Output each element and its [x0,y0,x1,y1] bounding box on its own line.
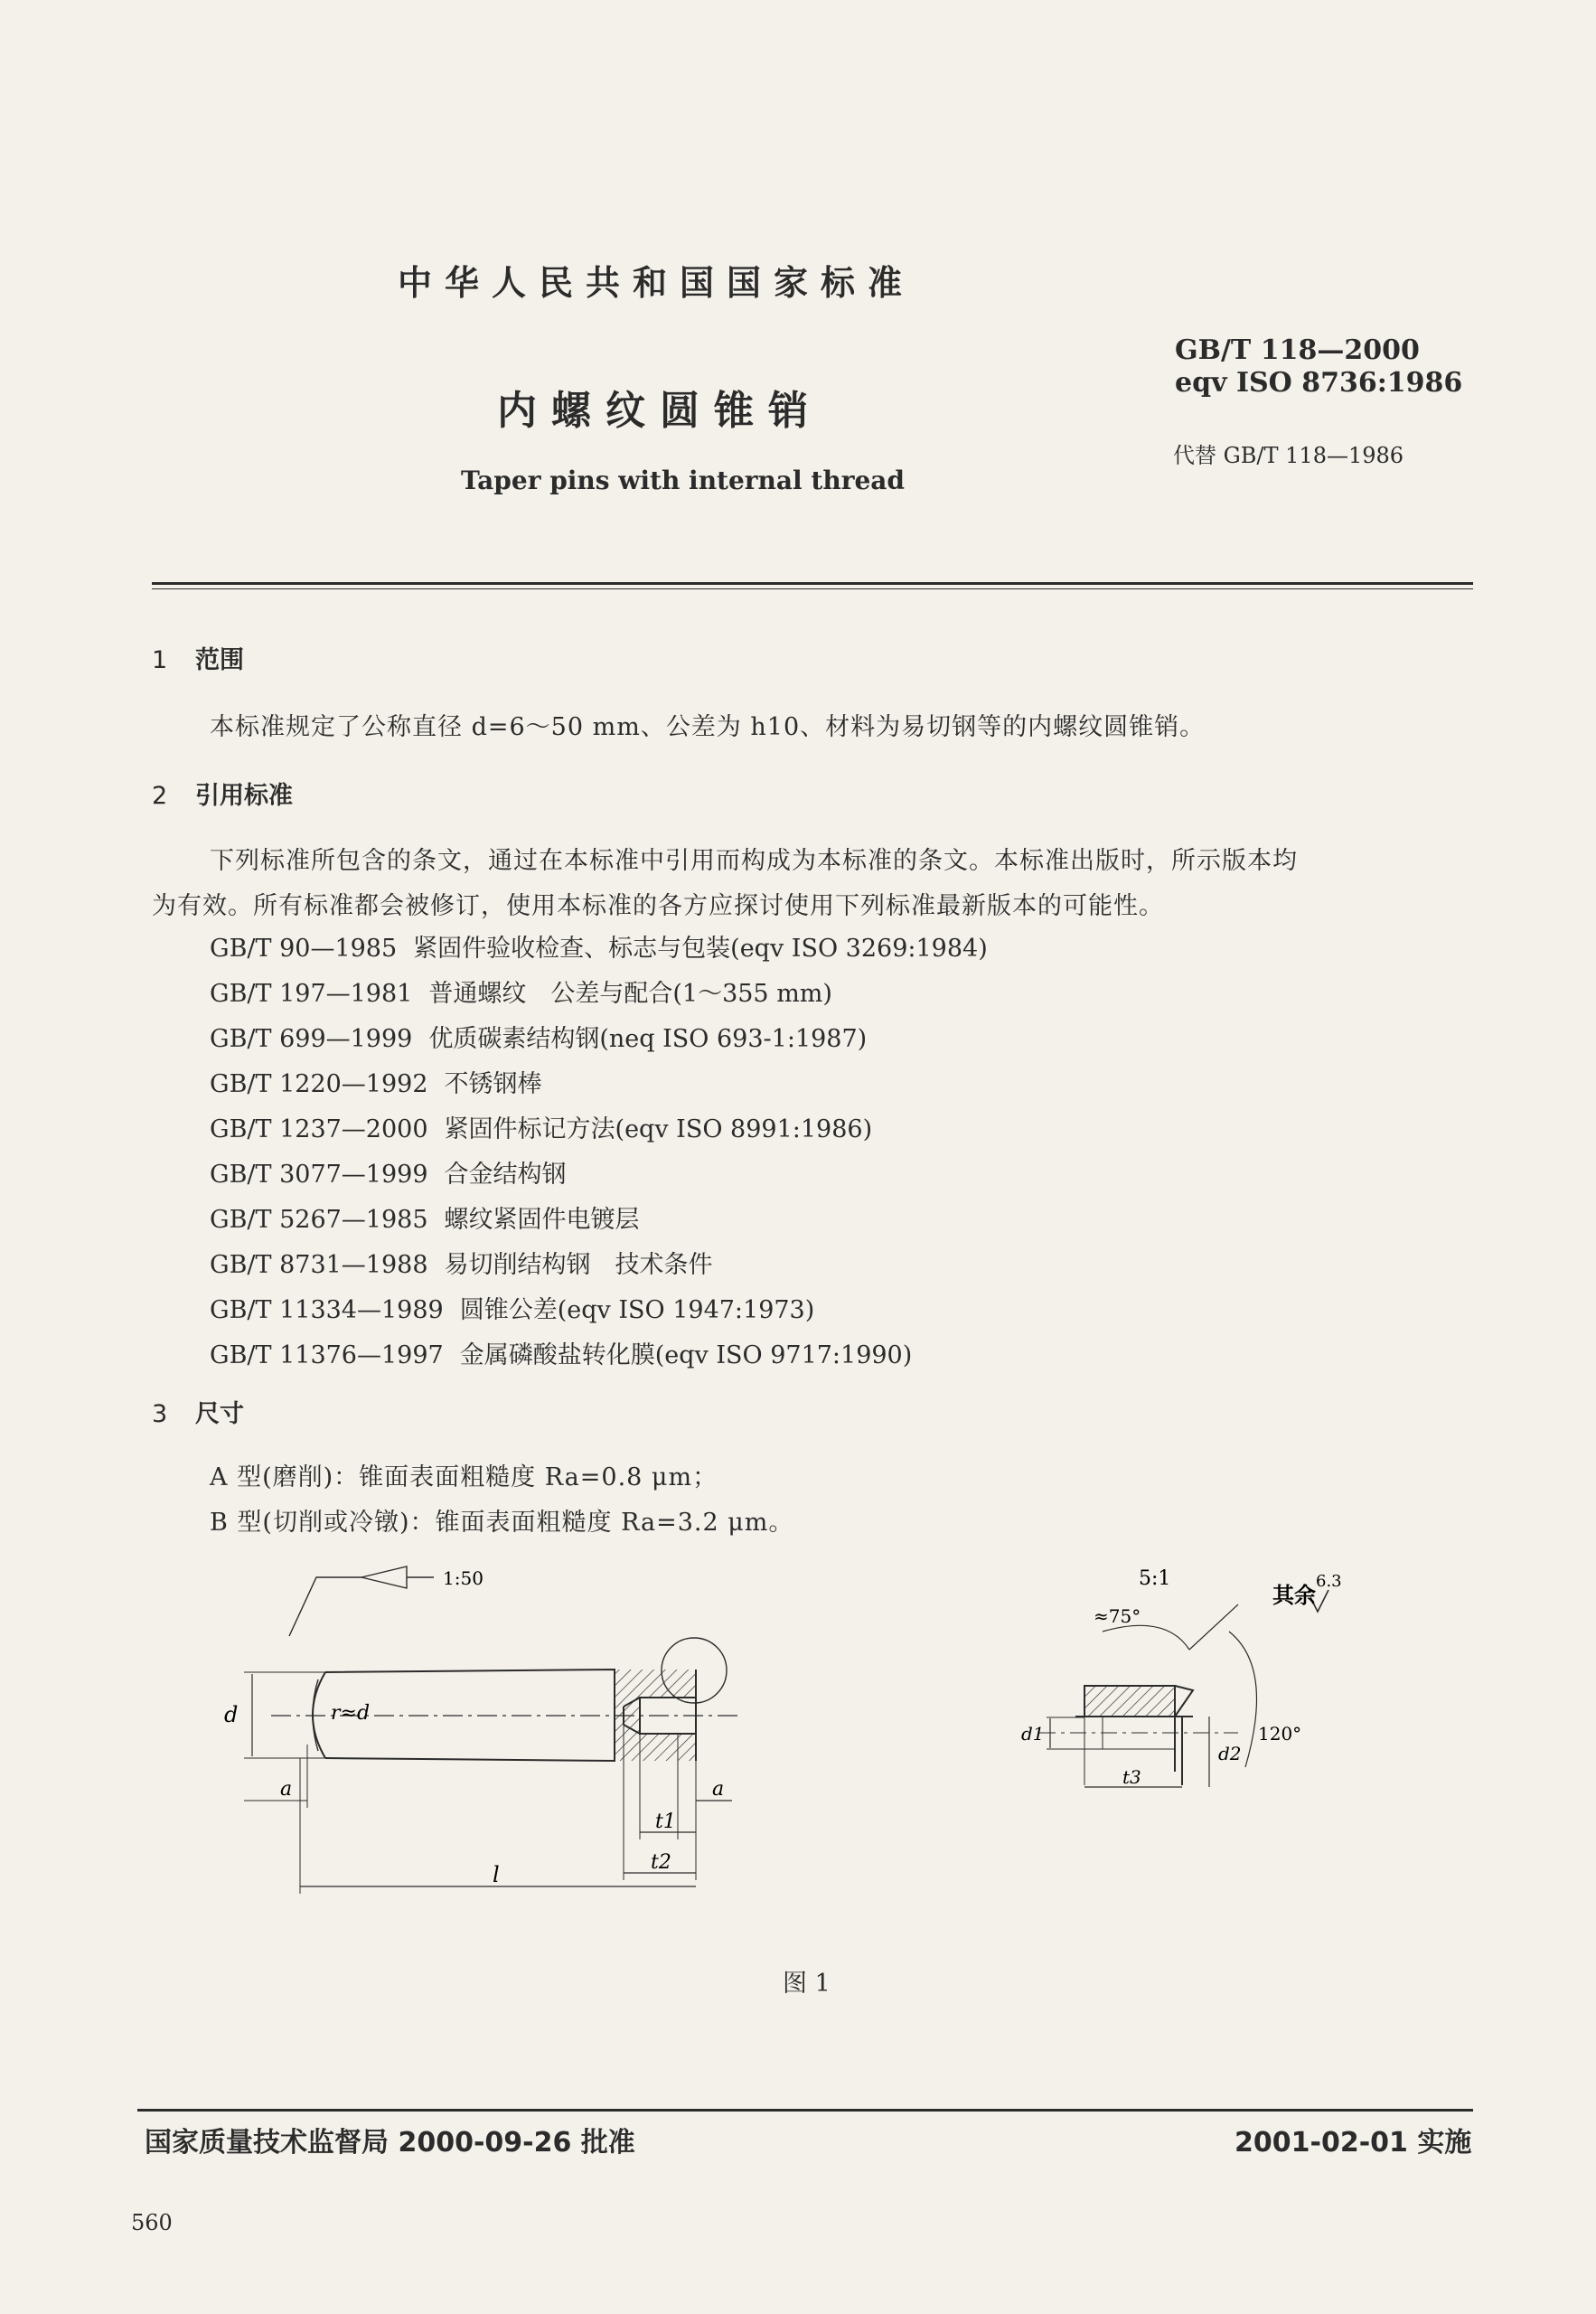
t3-label: t3 [1122,1766,1141,1788]
reference-code: GB/T 1237—2000 [210,1115,428,1143]
footer-rule [137,2109,1473,2112]
reference-title: 合金结构钢 [444,1161,567,1189]
reference-item [210,1198,988,1243]
section-2-intro-line1: 下列标准所包含的条文，通过在本标准中引用而构成为本标准的条文。本标准出版时，所示版本均 [210,847,1298,875]
d2-label: d2 [1218,1743,1242,1764]
reference-item [210,1152,988,1198]
reference-code: GB/T 11334—1989 [210,1296,444,1324]
radius-label: r≈d [331,1702,371,1725]
section-1-text: 本标准规定了公称直径 d=6～50 mm、公差为 h10、材料为易切钢等的内螺纹圆锥销。 [210,713,1206,741]
reference-item [210,972,988,1017]
standard-code: GB/T 118—2000 [1175,334,1420,366]
reference-code: GB/T 3077—1999 [210,1161,428,1189]
reference-title: 不锈钢棒 [444,1070,542,1098]
reference-item [210,1243,988,1288]
type-b-roughness: B 型(切削或冷镦)：锥面表面粗糙度 Ra=3.2 μm。 [210,1509,794,1537]
section-title: 引用标准 [195,782,293,810]
reference-title: 易切削结构钢 技术条件 [444,1251,713,1279]
roughness-value: 6.3 [1316,1572,1342,1591]
page-number: 560 [131,2210,173,2235]
section-number: 3 [152,1400,168,1428]
standard-code-block [1175,334,1462,400]
implementation-date: 2001-02-01 实施 [1235,2127,1472,2159]
reference-item [210,1017,988,1062]
reference-code: GB/T 1220—1992 [210,1070,428,1098]
thread-depth-label: t1 [655,1811,676,1833]
standard-title-en: Taper pins with internal thread [461,466,906,495]
reference-title: 金属磷酸盐转化膜(eqv ISO 9717:1990) [459,1341,913,1369]
replaces-note: 代替 GB/T 118—1986 [1173,443,1404,468]
reference-item [210,1107,988,1152]
type-a-roughness: A 型(磨削)：锥面表面粗糙度 Ra=0.8 μm； [210,1463,718,1491]
reference-title: 螺纹紧固件电镀层 [444,1206,640,1234]
standard-title-cn: 内螺纹圆锥销 [497,388,822,434]
reference-item [210,1288,988,1333]
reference-title: 普通螺纹 公差与配合(1～355 mm) [428,980,832,1008]
taper-ratio-label: 1:50 [443,1567,483,1589]
reference-code: GB/T 197—1981 [210,980,413,1008]
section-title: 尺寸 [195,1400,244,1428]
approval-line: 国家质量技术监督局 2000-09-26 批准 [145,2127,635,2159]
section-3-heading [152,1394,244,1429]
section-number: 1 [152,646,168,674]
reference-code: GB/T 8731—1988 [210,1251,428,1279]
length-label: l [493,1862,500,1887]
reference-code: GB/T 11376—1997 [210,1341,444,1369]
reference-code: GB/T 699—1999 [210,1025,413,1053]
detail-scale-label: 5:1 [1139,1567,1171,1590]
reference-title: 圆锥公差(eqv ISO 1947:1973) [459,1296,815,1324]
end-length-label-left: a [280,1778,293,1801]
taper-pin-drawing [224,1564,868,1898]
header-rule [152,582,1473,585]
detail-drawing [1003,1559,1473,1858]
section-title: 范围 [195,646,244,674]
angle-75-label: ≈75° [1094,1605,1141,1627]
roughness-note: 其余 [1272,1582,1316,1608]
end-length-label-right: a [712,1778,725,1801]
figure-caption: 图 1 [783,1970,831,1998]
reference-item [210,1333,988,1378]
reference-list [210,927,988,1378]
section-2-intro-line2: 为有效。所有标准都会被修订，使用本标准的各方应探讨使用下列标准最新版本的可能性。 [152,892,1164,920]
reference-code: GB/T 90—1985 [210,935,398,963]
reference-item [210,1062,988,1107]
iso-equivalent: eqv ISO 8736:1986 [1175,367,1463,399]
national-standard-heading: 中华人民共和国国家标准 [398,263,915,303]
reference-title: 紧固件标记方法(eqv ISO 8991:1986) [444,1115,873,1143]
section-number: 2 [152,782,168,810]
d1-label: d1 [1021,1723,1045,1745]
bore-depth-label: t2 [651,1851,671,1874]
header-rule-thin [152,588,1473,589]
section-1-heading [152,640,244,675]
reference-item [210,927,988,972]
angle-120-label: 120° [1258,1723,1302,1745]
reference-code: GB/T 5267—1985 [210,1206,428,1234]
section-2-heading [152,776,293,811]
reference-title: 优质碳素结构钢(neq ISO 693-1:1987) [428,1025,868,1053]
diameter-label: d [224,1702,239,1727]
reference-title: 紧固件验收检查、标志与包装(eqv ISO 3269:1984) [413,935,988,963]
